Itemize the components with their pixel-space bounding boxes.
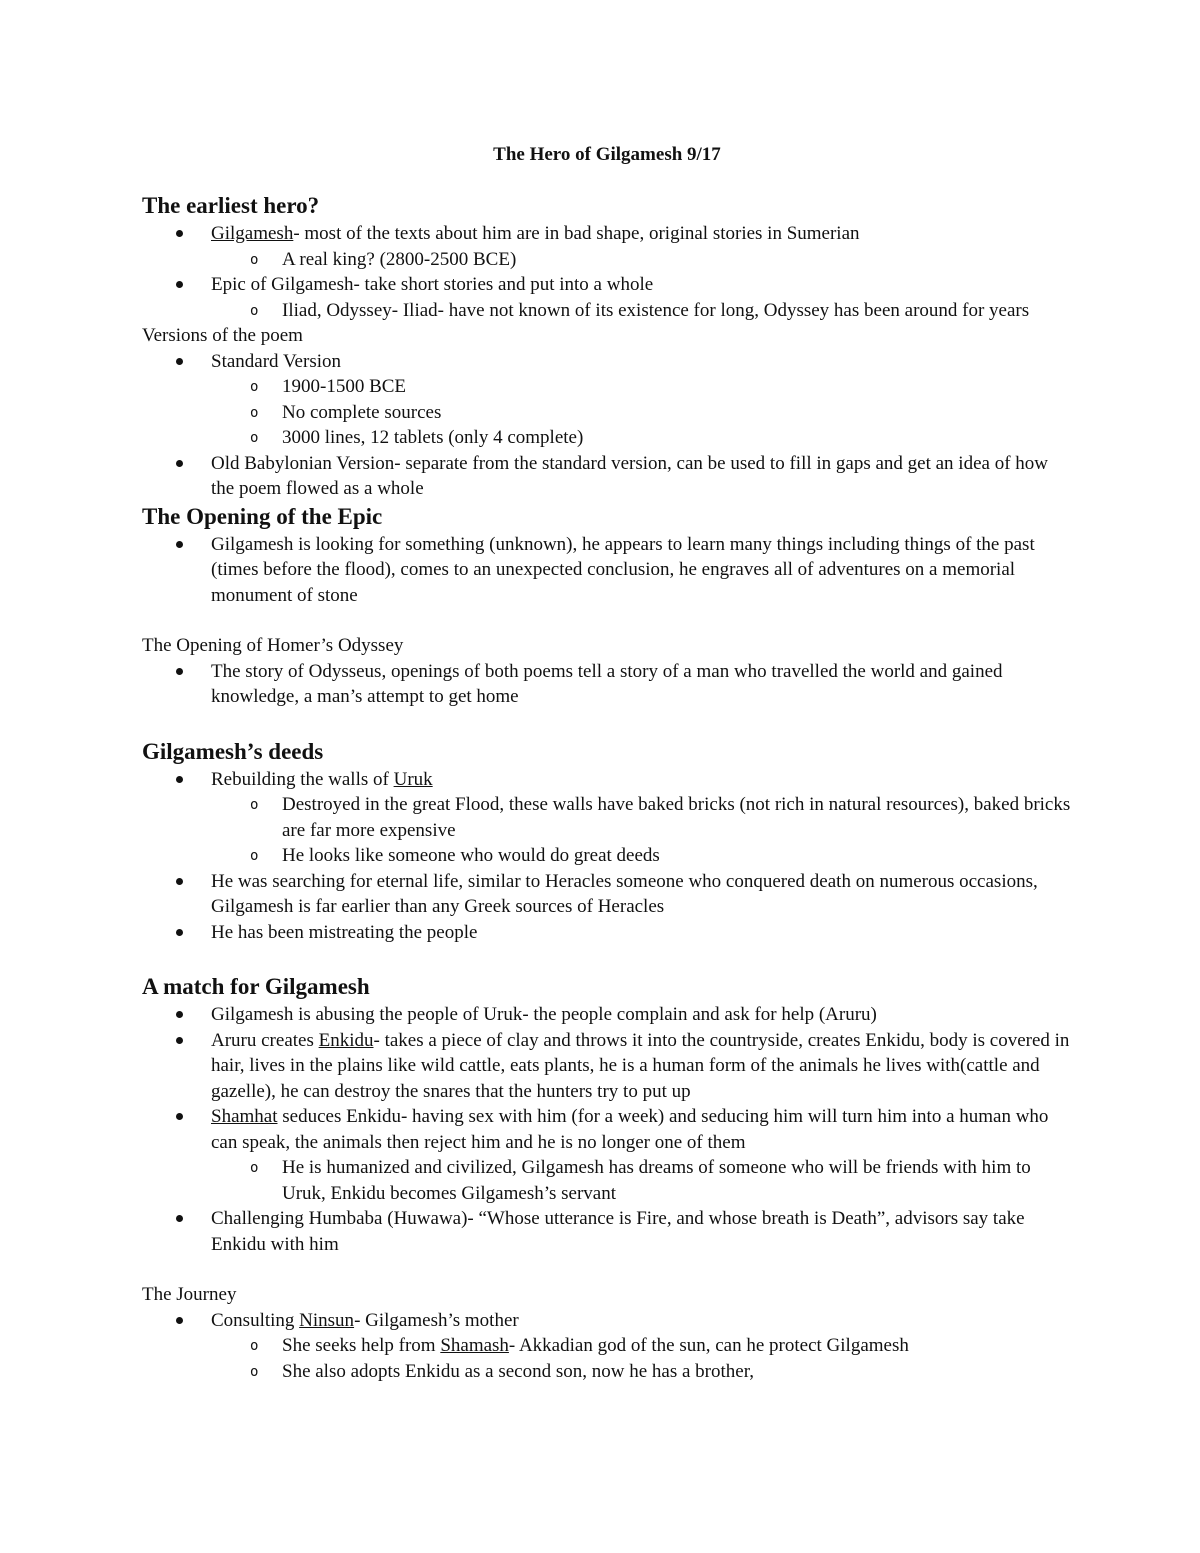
subheading-journey: The Journey	[142, 1284, 237, 1305]
heading-earliest-hero: The earliest hero?	[142, 193, 320, 218]
list-item: He was searching for eternal life, similar to Heracles someone who conquered death on numerous occasions, Gilgamesh is far earlier than any Greek sources of Heracles	[142, 869, 1072, 920]
term-shamash: Shamash	[440, 1335, 509, 1356]
heading-opening-epic: The Opening of the Epic	[142, 503, 383, 529]
heading-match-gilgamesh: A match for Gilgamesh	[142, 974, 370, 999]
sub-list-item: o No complete sources	[142, 400, 1072, 426]
list-item-text: She seeks help from	[282, 1335, 441, 1356]
sub-list-item: o 3000 lines, 12 tablets (only 4 complete)	[142, 425, 1072, 451]
term-ninsun: Ninsun	[299, 1309, 355, 1331]
list-item	[142, 1028, 1072, 1105]
list-item-text: Aruru creates	[211, 1029, 319, 1051]
list-item-text: - takes a piece of clay and throws it into the countryside, creates Enkidu, body is covered in hair, lives in the plains like wild cattle, eats plants, he is a human form of the animals he lives with(cattle and gazelle), he can destroy the snares that the hunters try to put up	[211, 1029, 1070, 1102]
list-journey	[142, 1308, 1072, 1385]
sub-list-item: o Iliad, Odyssey- Iliad- have not known of its existence for long, Odyssey has been around for years	[142, 298, 1072, 324]
list-item: Gilgamesh is looking for something (unknown), he appears to learn many things including things of the past (times before the flood), comes to an unexpected conclusion, he engraves all of adventures on a memorial monument of stone	[142, 532, 1072, 609]
sub-list-item	[142, 1333, 1072, 1359]
list-item	[142, 221, 1072, 247]
list-item	[142, 1104, 1072, 1155]
list-item: Standard Version	[142, 349, 1072, 375]
subheading-versions: Versions of the poem	[142, 325, 303, 346]
list-match-gilgamesh	[142, 1002, 1072, 1257]
list-versions	[142, 349, 1072, 502]
list-item-text: - Gilgamesh’s mother	[354, 1309, 519, 1331]
list-opening-epic	[142, 532, 1072, 609]
term-enkidu: Enkidu	[318, 1029, 374, 1051]
document-title: The Hero of Gilgamesh 9/17	[493, 144, 721, 165]
subheading-opening-odyssey: The Opening of Homer’s Odyssey	[142, 635, 404, 656]
list-item: Old Babylonian Version- separate from the standard version, can be used to fill in gaps and get an idea of how the poem flowed as a whole	[142, 451, 1072, 502]
list-item-text: Rebuilding the walls of	[211, 768, 394, 790]
list-item	[142, 1308, 1072, 1334]
sub-list-item: o He is humanized and civilized, Gilgamesh has dreams of someone who will be friends with him to Uruk, Enkidu becomes Gilgamesh’s servant	[142, 1155, 1072, 1206]
list-item: He has been mistreating the people	[142, 920, 1072, 946]
list-opening-odyssey	[142, 659, 1072, 710]
term-uruk: Uruk	[393, 768, 433, 790]
list-item-text: - most of the texts about him are in bad shape, original stories in Sumerian	[293, 223, 860, 244]
sub-list-item: o She also adopts Enkidu as a second son, now he has a brother,	[142, 1359, 1072, 1385]
list-item: Gilgamesh is abusing the people of Uruk- the people complain and ask for help (Aruru)	[142, 1002, 1072, 1028]
heading-gilgamesh-deeds: Gilgamesh’s deeds	[142, 738, 324, 764]
sub-list-item: o 1900-1500 BCE	[142, 374, 1072, 400]
list-item	[142, 767, 1072, 793]
term-gilgamesh: Gilgamesh	[211, 223, 294, 244]
list-item: Epic of Gilgamesh- take short stories and put into a whole	[142, 272, 1072, 298]
list-item-text: seduces Enkidu- having sex with him (for a week) and seducing him will turn him into a human who can speak, the animals then reject him and he is no longer one of them	[211, 1106, 1049, 1153]
sub-list-item: o He looks like someone who would do great deeds	[142, 843, 1072, 869]
list-item-text: Consulting	[211, 1309, 300, 1331]
list-item: The story of Odysseus, openings of both poems tell a story of a man who travelled the world and gained knowledge, a man’s attempt to get home	[142, 659, 1072, 710]
document-page	[142, 141, 1072, 1384]
sub-list-item: o A real king? (2800-2500 BCE)	[142, 247, 1072, 273]
list-item-text: - Akkadian god of the sun, can he protect Gilgamesh	[508, 1335, 909, 1356]
list-gilgamesh-deeds	[142, 767, 1072, 946]
list-earliest-hero	[142, 221, 1072, 323]
sub-list-item: o Destroyed in the great Flood, these walls have baked bricks (not rich in natural resources), baked bricks are far more expensive	[142, 792, 1072, 843]
list-item: Challenging Humbaba (Huwawa)- “Whose utterance is Fire, and whose breath is Death”, advisors say take Enkidu with him	[142, 1206, 1072, 1257]
term-shamhat: Shamhat	[211, 1106, 278, 1127]
